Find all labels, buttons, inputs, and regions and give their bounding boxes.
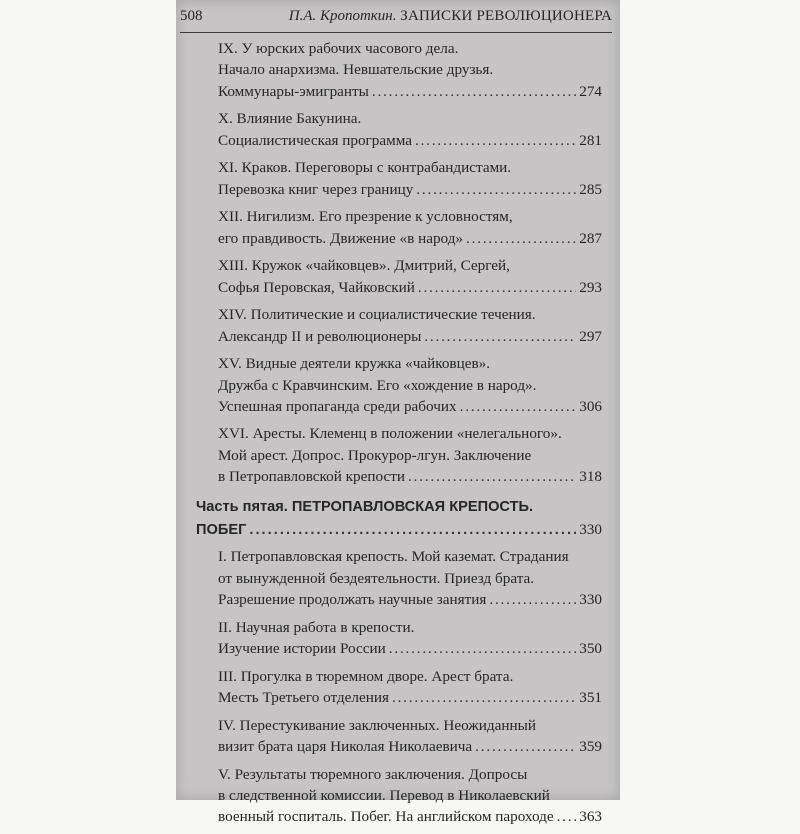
toc-page-number: 350 bbox=[579, 639, 602, 657]
toc-page-number: 285 bbox=[579, 180, 602, 198]
toc-line-text: Коммунары-эмигранты bbox=[218, 82, 369, 100]
toc-line-text: Успешная пропаганда среди рабочих bbox=[218, 397, 457, 415]
dot-leader bbox=[249, 520, 576, 541]
toc-entry bbox=[176, 108, 620, 151]
running-title bbox=[289, 8, 612, 25]
toc-line-text: ПОБЕГ bbox=[196, 521, 247, 538]
toc-line: в следственной комиссии. Перевод в Николаевский bbox=[218, 786, 550, 804]
toc-entry bbox=[176, 206, 620, 249]
toc-line: V. Результаты тюремного заключения. Допросы bbox=[218, 765, 528, 783]
toc-line-text: Изучение истории России bbox=[218, 639, 386, 657]
toc-entry bbox=[176, 353, 620, 417]
toc-line: от вынужденной бездеятельности. Приезд брата. bbox=[218, 569, 535, 587]
toc-page-number: 351 bbox=[579, 688, 602, 706]
toc-line bbox=[176, 806, 620, 827]
header-rule bbox=[180, 32, 612, 33]
toc-page-number: 330 bbox=[579, 590, 602, 608]
page-header bbox=[180, 8, 612, 28]
toc-page-number: 297 bbox=[579, 327, 602, 345]
dot-leader bbox=[557, 806, 577, 827]
toc-line bbox=[176, 736, 620, 757]
toc-line: XIV. Политические и социалистические течения. bbox=[218, 306, 536, 324]
dot-leader bbox=[489, 589, 576, 610]
dot-leader bbox=[475, 736, 576, 757]
toc-entry bbox=[176, 764, 620, 828]
toc-line bbox=[176, 179, 620, 200]
toc-line bbox=[176, 396, 620, 417]
toc-line: XV. Видные деятели кружка «чайковцев». bbox=[218, 355, 491, 373]
toc-line-text: военный госпиталь. Побег. На английском пароходе bbox=[218, 808, 554, 826]
dot-leader bbox=[408, 466, 576, 487]
toc-line-text: Месть Третьего отделения bbox=[218, 688, 389, 706]
dot-leader bbox=[460, 396, 577, 417]
toc-page-number: 293 bbox=[579, 278, 602, 296]
toc-page-number: 281 bbox=[579, 131, 602, 149]
toc-page-number: 287 bbox=[579, 229, 602, 247]
toc-line: Начало анархизма. Невшательские друзья. bbox=[218, 61, 494, 79]
toc-entry bbox=[176, 255, 620, 298]
dot-leader bbox=[466, 228, 576, 249]
toc-line: IX. У юрских рабочих часового дела. bbox=[218, 40, 459, 57]
toc-line-text: в Петропавловской крепости bbox=[218, 468, 405, 486]
toc-line-text: визит брата царя Николая Николаевича bbox=[218, 737, 473, 755]
toc-line: XIII. Кружок «чайковцев». Дмитрий, Сергей, bbox=[218, 257, 510, 275]
toc-line: XII. Нигилизм. Его презрение к условностям, bbox=[218, 208, 513, 226]
toc-entry bbox=[176, 546, 620, 610]
toc-page-number: 363 bbox=[579, 808, 602, 826]
page-number: 508 bbox=[180, 8, 203, 24]
toc-page-number: 318 bbox=[579, 468, 602, 486]
toc-line: IV. Перестукивание заключенных. Неожиданный bbox=[218, 716, 536, 734]
toc-part-heading bbox=[176, 497, 620, 540]
toc-line-text: Разрешение продолжать научные занятия bbox=[218, 590, 487, 608]
toc-line bbox=[176, 277, 620, 298]
toc-line: Часть пятая. ПЕТРОПАВЛОВСКАЯ КРЕПОСТЬ. bbox=[196, 499, 534, 516]
toc-entry bbox=[176, 38, 620, 102]
dot-leader bbox=[418, 277, 576, 298]
toc-line bbox=[176, 228, 620, 249]
toc-line: XVI. Аресты. Клеменц в положении «нелегального». bbox=[218, 425, 562, 443]
dot-leader bbox=[372, 81, 576, 102]
dot-leader bbox=[392, 687, 576, 708]
toc-line: Дружба с Кравчинским. Его «хождение в народ». bbox=[218, 376, 537, 394]
table-of-contents bbox=[176, 38, 620, 834]
dot-leader bbox=[415, 130, 576, 151]
toc-page-number: 274 bbox=[579, 82, 602, 100]
toc-line-text: Социалистическая программа bbox=[218, 131, 412, 149]
toc-line bbox=[176, 81, 620, 102]
toc-entry bbox=[176, 157, 620, 200]
toc-line: II. Научная работа в крепости. bbox=[218, 618, 415, 636]
toc-line-text: Александр II и революционеры bbox=[218, 327, 422, 345]
dot-leader bbox=[416, 179, 576, 200]
toc-page-number: 306 bbox=[579, 397, 602, 415]
toc-entry bbox=[176, 617, 620, 660]
toc-line bbox=[176, 466, 620, 487]
toc-line bbox=[176, 326, 620, 347]
toc-line bbox=[176, 130, 620, 151]
toc-entry bbox=[176, 666, 620, 709]
toc-line: I. Петропавловская крепость. Мой каземат. Страдания bbox=[218, 548, 569, 566]
toc-entry bbox=[176, 715, 620, 758]
toc-line: X. Влияние Бакунина. bbox=[218, 110, 362, 128]
toc-line-text: его правдивость. Движение «в народ» bbox=[218, 229, 464, 247]
book-title: ЗАПИСКИ РЕВОЛЮЦИОНЕРА bbox=[400, 8, 612, 24]
toc-line: XI. Краков. Переговоры с контрабандистами. bbox=[218, 159, 512, 177]
toc-page-number: 330 bbox=[579, 520, 602, 538]
toc-line bbox=[176, 687, 620, 708]
dot-leader bbox=[389, 638, 576, 659]
toc-line bbox=[176, 589, 620, 610]
toc-line-text: Софья Перовская, Чайковский bbox=[218, 278, 415, 296]
book-page bbox=[176, 0, 620, 826]
toc-entry bbox=[176, 304, 620, 347]
toc-entry bbox=[176, 423, 620, 487]
dot-leader bbox=[424, 326, 576, 347]
toc-line-text: Перевозка книг через границу bbox=[218, 180, 414, 198]
author-name: П.А. Кропоткин. bbox=[288, 8, 397, 24]
toc-line bbox=[176, 519, 620, 540]
toc-line: III. Прогулка в тюремном дворе. Арест брата. bbox=[218, 667, 514, 685]
toc-line: Мой арест. Допрос. Прокурор-лгун. Заключение bbox=[218, 446, 532, 464]
toc-page-number: 359 bbox=[579, 737, 602, 755]
toc-line bbox=[176, 638, 620, 659]
